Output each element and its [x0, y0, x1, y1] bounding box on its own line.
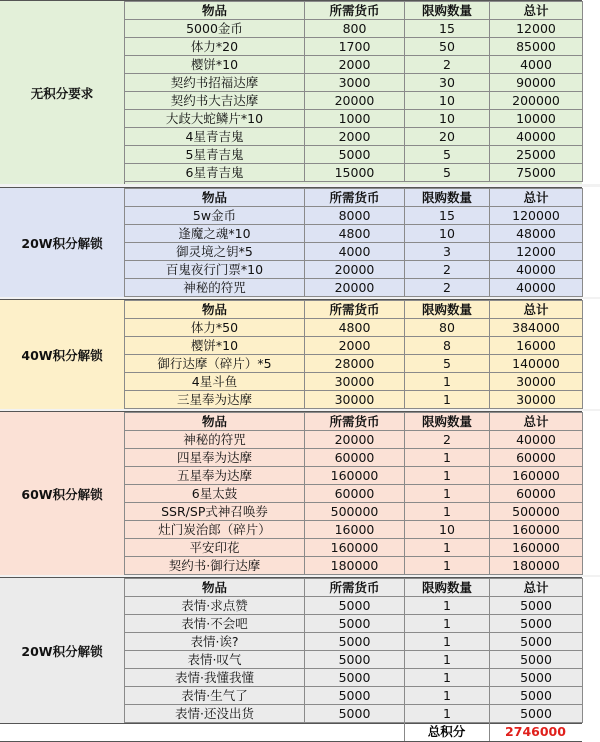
table-row — [125, 20, 583, 38]
subtotal-cell: 16000 — [490, 337, 583, 355]
limit-cell: 1 — [405, 687, 490, 705]
header-row — [125, 189, 583, 207]
limit-cell: 5 — [405, 146, 490, 164]
table-row — [125, 128, 583, 146]
subtotal-cell: 48000 — [490, 225, 583, 243]
item-name-cell: 三星奉为达摩 — [125, 391, 305, 409]
section-200k — [0, 187, 582, 298]
item-name-cell: 表情·叹气 — [125, 651, 305, 669]
header-row — [125, 2, 583, 20]
price-cell: 5000 — [305, 146, 405, 164]
table-row — [125, 539, 583, 557]
limit-cell: 2 — [405, 279, 490, 297]
table-row — [125, 557, 583, 575]
total-row — [0, 722, 582, 742]
price-cell: 30000 — [305, 373, 405, 391]
item-name-cell: 樱饼*10 — [125, 56, 305, 74]
limit-cell: 50 — [405, 38, 490, 56]
table-row — [125, 38, 583, 56]
total-label: 总积分 — [404, 722, 490, 741]
item-name-cell: 契约书招福达摩 — [125, 74, 305, 92]
table-row — [125, 164, 583, 182]
column-header: 限购数量 — [405, 189, 490, 207]
item-name-cell: 契约书·御行达摩 — [125, 557, 305, 575]
price-cell: 5000 — [305, 687, 405, 705]
column-header: 限购数量 — [405, 301, 490, 319]
item-name-cell: 表情·诶? — [125, 633, 305, 651]
column-header: 限购数量 — [405, 2, 490, 20]
table-row — [125, 74, 583, 92]
price-cell: 60000 — [305, 449, 405, 467]
limit-cell: 1 — [405, 597, 490, 615]
item-name-cell: 表情·求点赞 — [125, 597, 305, 615]
section-400k — [0, 299, 582, 410]
table-row — [125, 633, 583, 651]
subtotal-cell: 10000 — [490, 110, 583, 128]
limit-cell: 15 — [405, 207, 490, 225]
item-name-cell: 6星太鼓 — [125, 485, 305, 503]
price-cell: 8000 — [305, 207, 405, 225]
subtotal-cell: 90000 — [490, 74, 583, 92]
column-header: 总计 — [490, 579, 583, 597]
column-header: 所需货币 — [305, 189, 405, 207]
limit-cell: 30 — [405, 74, 490, 92]
subtotal-cell: 40000 — [490, 128, 583, 146]
subtotal-cell: 40000 — [490, 279, 583, 297]
table-row — [125, 110, 583, 128]
price-cell: 4800 — [305, 225, 405, 243]
price-cell: 3000 — [305, 74, 405, 92]
column-header: 物品 — [125, 301, 305, 319]
column-header: 所需货币 — [305, 579, 405, 597]
subtotal-cell: 500000 — [490, 503, 583, 521]
section-label: 无积分要求 — [0, 1, 125, 184]
price-cell: 1000 — [305, 110, 405, 128]
item-name-cell: 平安印花 — [125, 539, 305, 557]
header-row — [125, 413, 583, 431]
limit-cell: 1 — [405, 615, 490, 633]
column-header: 所需货币 — [305, 301, 405, 319]
section-200k-emotes — [0, 577, 582, 724]
price-cell: 5000 — [305, 669, 405, 687]
section-table — [124, 578, 583, 723]
price-cell: 20000 — [305, 431, 405, 449]
price-cell: 2000 — [305, 337, 405, 355]
item-name-cell: 表情·生气了 — [125, 687, 305, 705]
subtotal-cell: 180000 — [490, 557, 583, 575]
subtotal-cell: 200000 — [490, 92, 583, 110]
column-header: 物品 — [125, 413, 305, 431]
limit-cell: 2 — [405, 431, 490, 449]
section-no-points — [0, 0, 582, 185]
subtotal-cell: 40000 — [490, 261, 583, 279]
limit-cell: 1 — [405, 391, 490, 409]
limit-cell: 10 — [405, 521, 490, 539]
item-name-cell: 灶门炭治郎（碎片） — [125, 521, 305, 539]
item-name-cell: 五星奉为达摩 — [125, 467, 305, 485]
subtotal-cell: 384000 — [490, 319, 583, 337]
column-header: 物品 — [125, 189, 305, 207]
limit-cell: 1 — [405, 485, 490, 503]
limit-cell: 10 — [405, 225, 490, 243]
price-cell: 4800 — [305, 319, 405, 337]
subtotal-cell: 40000 — [490, 431, 583, 449]
item-name-cell: 四星奉为达摩 — [125, 449, 305, 467]
column-header: 所需货币 — [305, 413, 405, 431]
table-row — [125, 449, 583, 467]
price-cell: 5000 — [305, 651, 405, 669]
limit-cell: 1 — [405, 651, 490, 669]
table-row — [125, 391, 583, 409]
price-cell: 4000 — [305, 243, 405, 261]
section-label: 60W积分解锁 — [0, 412, 125, 575]
section-label: 40W积分解锁 — [0, 300, 125, 409]
price-cell: 60000 — [305, 485, 405, 503]
column-header: 总计 — [490, 2, 583, 20]
section-label: 20W积分解锁 — [0, 578, 125, 723]
table-row — [125, 319, 583, 337]
section-600k — [0, 411, 582, 576]
item-name-cell: 樱饼*10 — [125, 337, 305, 355]
item-name-cell: 大歧大蛇鳞片*10 — [125, 110, 305, 128]
table-row — [125, 687, 583, 705]
table-row — [125, 651, 583, 669]
section-table — [124, 188, 583, 297]
subtotal-cell: 5000 — [490, 597, 583, 615]
item-name-cell: 表情·还没出货 — [125, 705, 305, 723]
limit-cell: 1 — [405, 557, 490, 575]
section-table — [124, 412, 583, 575]
price-cell: 16000 — [305, 521, 405, 539]
item-name-cell: 逢魔之魂*10 — [125, 225, 305, 243]
column-header: 总计 — [490, 189, 583, 207]
column-header: 物品 — [125, 2, 305, 20]
item-name-cell: 6星青吉鬼 — [125, 164, 305, 182]
price-cell: 5000 — [305, 597, 405, 615]
item-name-cell: 御灵境之钥*5 — [125, 243, 305, 261]
item-name-cell: 百鬼夜行门票*10 — [125, 261, 305, 279]
subtotal-cell: 160000 — [490, 467, 583, 485]
item-name-cell: 4星青吉鬼 — [125, 128, 305, 146]
item-name-cell: 契约书大吉达摩 — [125, 92, 305, 110]
limit-cell: 1 — [405, 705, 490, 723]
section-label: 20W积分解锁 — [0, 188, 125, 297]
subtotal-cell: 5000 — [490, 687, 583, 705]
price-cell: 20000 — [305, 261, 405, 279]
subtotal-cell: 60000 — [490, 485, 583, 503]
limit-cell: 5 — [405, 164, 490, 182]
column-header: 总计 — [490, 413, 583, 431]
subtotal-cell: 12000 — [490, 20, 583, 38]
table-row — [125, 615, 583, 633]
column-header: 所需货币 — [305, 2, 405, 20]
price-cell: 20000 — [305, 92, 405, 110]
price-cell: 180000 — [305, 557, 405, 575]
table-row — [125, 431, 583, 449]
table-row — [125, 485, 583, 503]
item-name-cell: 5星青吉鬼 — [125, 146, 305, 164]
table-row — [125, 56, 583, 74]
item-name-cell: 表情·不会吧 — [125, 615, 305, 633]
price-cell: 2000 — [305, 56, 405, 74]
limit-cell: 10 — [405, 110, 490, 128]
subtotal-cell: 5000 — [490, 615, 583, 633]
subtotal-cell: 5000 — [490, 669, 583, 687]
price-cell: 2000 — [305, 128, 405, 146]
item-name-cell: 体力*20 — [125, 38, 305, 56]
subtotal-cell: 75000 — [490, 164, 583, 182]
subtotal-cell: 60000 — [490, 449, 583, 467]
table-row — [125, 146, 583, 164]
table-row — [125, 373, 583, 391]
price-cell: 800 — [305, 20, 405, 38]
subtotal-cell: 160000 — [490, 539, 583, 557]
subtotal-cell: 4000 — [490, 56, 583, 74]
item-name-cell: 5w金币 — [125, 207, 305, 225]
subtotal-cell: 5000 — [490, 633, 583, 651]
item-name-cell: 体力*50 — [125, 319, 305, 337]
total-value: 2746000 — [505, 724, 566, 739]
table-row — [125, 243, 583, 261]
limit-cell: 80 — [405, 319, 490, 337]
limit-cell: 1 — [405, 449, 490, 467]
subtotal-cell: 85000 — [490, 38, 583, 56]
table-row — [125, 467, 583, 485]
limit-cell: 5 — [405, 355, 490, 373]
subtotal-cell: 5000 — [490, 705, 583, 723]
price-cell: 20000 — [305, 279, 405, 297]
item-name-cell: SSR/SP式神召唤券 — [125, 503, 305, 521]
subtotal-cell: 30000 — [490, 373, 583, 391]
price-cell: 5000 — [305, 705, 405, 723]
table-row — [125, 92, 583, 110]
limit-cell: 1 — [405, 633, 490, 651]
price-cell: 28000 — [305, 355, 405, 373]
header-row — [125, 579, 583, 597]
table-row — [125, 337, 583, 355]
limit-cell: 2 — [405, 56, 490, 74]
item-name-cell: 5000金币 — [125, 20, 305, 38]
subtotal-cell: 25000 — [490, 146, 583, 164]
header-row — [125, 301, 583, 319]
table-row — [125, 669, 583, 687]
limit-cell: 1 — [405, 669, 490, 687]
table-row — [125, 207, 583, 225]
item-name-cell: 神秘的符咒 — [125, 431, 305, 449]
column-header: 总计 — [490, 301, 583, 319]
subtotal-cell: 120000 — [490, 207, 583, 225]
limit-cell: 1 — [405, 503, 490, 521]
section-table — [124, 1, 583, 182]
table-row — [125, 503, 583, 521]
column-header: 限购数量 — [405, 579, 490, 597]
limit-cell: 2 — [405, 261, 490, 279]
item-name-cell: 表情·我懂我懂 — [125, 669, 305, 687]
price-cell: 5000 — [305, 615, 405, 633]
subtotal-cell: 160000 — [490, 521, 583, 539]
price-cell: 500000 — [305, 503, 405, 521]
limit-cell: 20 — [405, 128, 490, 146]
table-row — [125, 705, 583, 723]
section-table — [124, 300, 583, 409]
limit-cell: 15 — [405, 20, 490, 38]
subtotal-cell: 30000 — [490, 391, 583, 409]
price-cell: 15000 — [305, 164, 405, 182]
table-row — [125, 279, 583, 297]
table-row — [125, 355, 583, 373]
limit-cell: 1 — [405, 539, 490, 557]
table-row — [125, 521, 583, 539]
limit-cell: 1 — [405, 467, 490, 485]
limit-cell: 8 — [405, 337, 490, 355]
price-cell: 1700 — [305, 38, 405, 56]
total-row-blank — [0, 722, 405, 741]
table-row — [125, 225, 583, 243]
column-header: 限购数量 — [405, 413, 490, 431]
item-name-cell: 4星斗鱼 — [125, 373, 305, 391]
item-name-cell: 御行达摩（碎片）*5 — [125, 355, 305, 373]
item-name-cell: 神秘的符咒 — [125, 279, 305, 297]
price-cell: 5000 — [305, 633, 405, 651]
subtotal-cell: 140000 — [490, 355, 583, 373]
price-cell: 30000 — [305, 391, 405, 409]
price-cell: 160000 — [305, 539, 405, 557]
limit-cell: 10 — [405, 92, 490, 110]
subtotal-cell: 5000 — [490, 651, 583, 669]
column-header: 物品 — [125, 579, 305, 597]
table-row — [125, 597, 583, 615]
subtotal-cell: 12000 — [490, 243, 583, 261]
price-cell: 160000 — [305, 467, 405, 485]
limit-cell: 3 — [405, 243, 490, 261]
limit-cell: 1 — [405, 373, 490, 391]
table-row — [125, 261, 583, 279]
